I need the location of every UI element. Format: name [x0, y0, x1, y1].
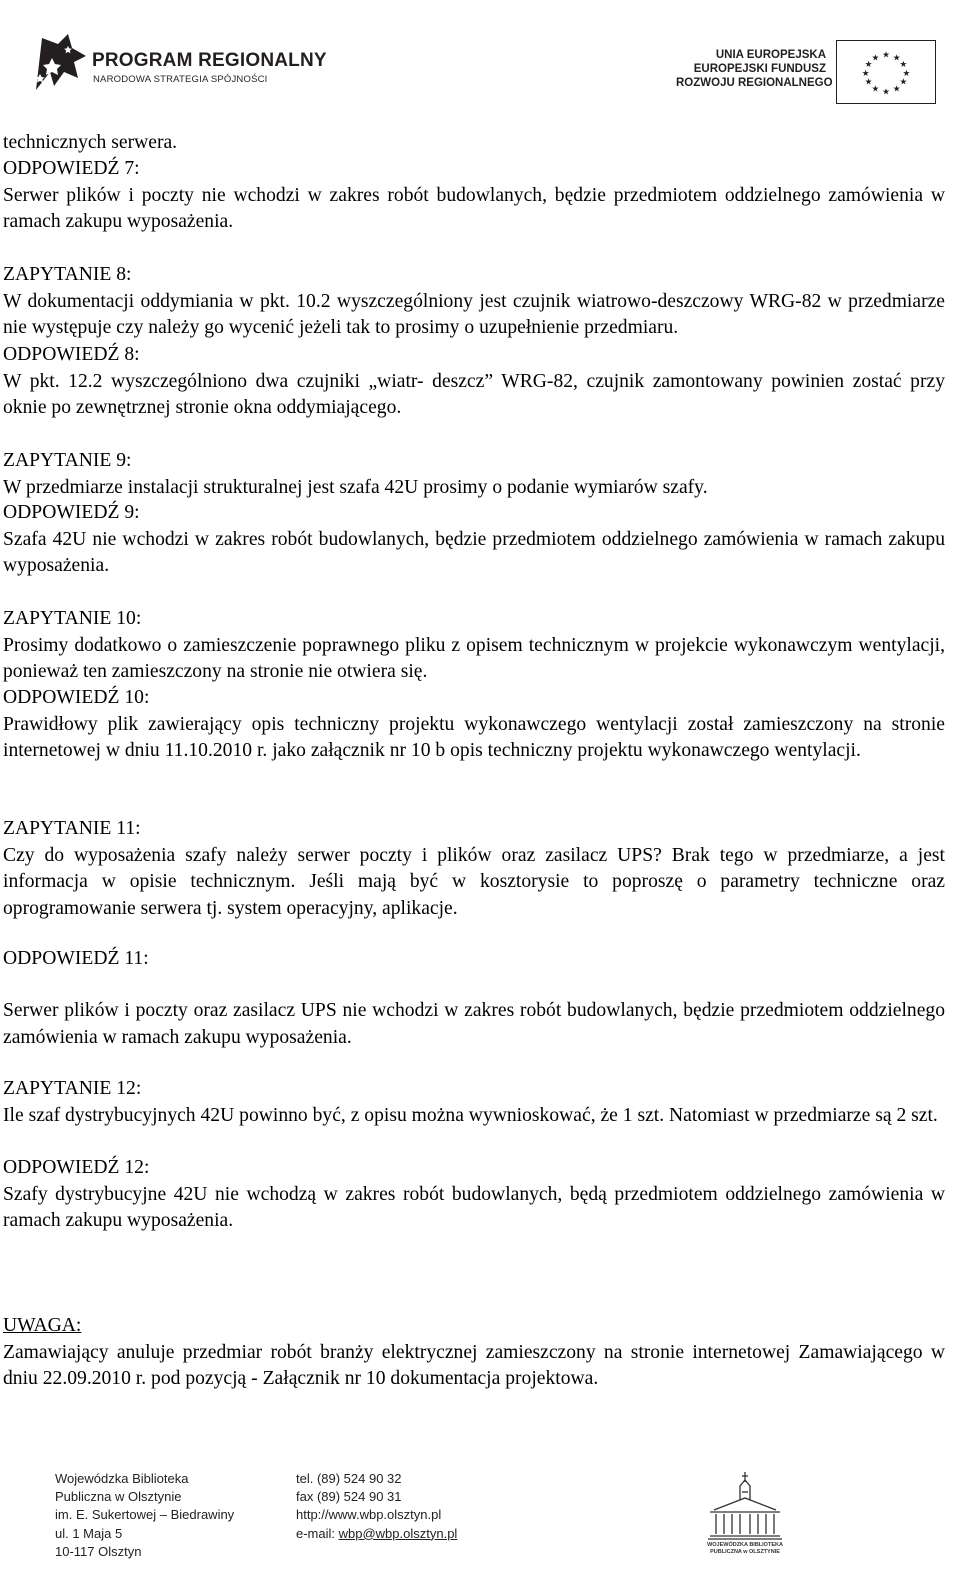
- question-11-heading: ZAPYTANIE 11:: [3, 818, 141, 839]
- question-10-heading: ZAPYTANIE 10:: [3, 608, 142, 629]
- library-contact: [296, 1470, 457, 1543]
- svg-text:★: ★: [871, 84, 880, 95]
- svg-text:★: ★: [864, 77, 873, 88]
- page-header: [0, 0, 960, 130]
- svg-text:★: ★: [892, 53, 901, 64]
- question-11: [3, 816, 945, 922]
- contact-email: [296, 1525, 457, 1543]
- question-8-text: W dokumentacji oddymiania w pkt. 10.2 wyszczególniony jest czujnik wiatrowo-deszczowy WRG-82 w przedmiarze nie występuje czy należy go wycenić jeżeli tak to prosimy o uzupełnienie przedmiaru.: [3, 290, 945, 339]
- answer-7: [3, 156, 945, 236]
- answer-9-heading: ODPOWIEDŹ 9:: [3, 502, 140, 523]
- question-8-heading: ZAPYTANIE 8:: [3, 264, 132, 285]
- program-regionalny-title: PROGRAM REGIONALNY: [92, 50, 327, 71]
- eu-fund-logo: [666, 22, 956, 122]
- question-12-text: Ile szaf dystrybucyjnych 42U powinno być, z opisu można wywnioskować, że 1 szt. Natomiast w przedmiarze są 2 szt.: [3, 1104, 938, 1126]
- address-line-1: Wojewódzka Biblioteka: [55, 1471, 189, 1486]
- address-line-3: im. E. Sukertowej – Biedrawiny: [55, 1507, 235, 1523]
- eu-text-line-1: UNIA EUROPEJSKA: [715, 49, 826, 61]
- answer-11-text: Serwer plików i poczty oraz zasilacz UPS nie wchodzi w zakres robót budowlanych, będzie przedmiotem oddzielnego zamówienia w ramach zakupu wyposażenia.: [3, 1000, 945, 1048]
- page-footer: [0, 1470, 960, 1593]
- svg-text:★: ★: [871, 53, 880, 64]
- answer-12: [3, 1155, 945, 1235]
- question-11-text: Czy do wyposażenia szafy należy serwer poczty i plików oraz zasilacz UPS? Brak tego w przedmiarze, a jest informacja w opisie technicznym. Jeśli mają być w kosztorysie to poproszę o parametry techniczne oraz oprogramowanie serwera tj. system operacyjny, aplikacje.: [3, 844, 945, 919]
- contact-website-link[interactable]: http://www.wbp.olsztyn.pl: [296, 1507, 442, 1523]
- answer-9-text: Szafa 42U nie wchodzi w zakres robót budowlanych, będzie przedmiotem oddzielnego zamówienia w ramach zakupu wyposażenia.: [3, 528, 945, 577]
- eu-text-line-3: ROZWOJU REGIONALNEGO: [676, 77, 833, 89]
- svg-text:★: ★: [902, 68, 911, 79]
- library-address: [55, 1470, 234, 1561]
- answer-10-text: Prawidłowy plik zawierający opis techniczny projektu wykonawczego wentylacji został zamieszczony na stronie internetowej w dniu 11.10.2010 r. jako załącznik nr 10 b opis techniczny projektu wykonawczego wentylacji.: [3, 713, 945, 762]
- answer-12-heading: ODPOWIEDŹ 12:: [3, 1157, 150, 1178]
- eu-flag-icon: [836, 40, 936, 104]
- library-logo: [700, 1470, 790, 1582]
- answer-8: [3, 342, 945, 422]
- address-line-2: Publiczna w Olsztynie: [55, 1489, 182, 1505]
- eu-text-line-2: EUROPEJSKI FUNDUSZ: [693, 63, 826, 75]
- note-heading: UWAGA:: [3, 1315, 82, 1336]
- question-10-text: Prosimy dodatkowo o zamieszczenie poprawnego pliku z opisem technicznym w projekcie wykonawczym wentylacji, ponieważ ten zamieszczony na stronie nie otwiera się.: [3, 634, 945, 683]
- svg-text:★: ★: [882, 50, 890, 61]
- svg-text:★: ★: [864, 60, 873, 71]
- library-building-icon: [700, 1470, 790, 1542]
- answer-7-heading: ODPOWIEDŹ 7:: [3, 158, 140, 179]
- intro-line: technicznych serwera.: [3, 132, 178, 153]
- svg-text:★: ★: [882, 87, 890, 98]
- question-12-heading: ZAPYTANIE 12:: [3, 1078, 142, 1099]
- answer-10-heading: ODPOWIEDŹ 10:: [3, 687, 150, 708]
- eu-fund-text: [676, 48, 833, 90]
- question-9: [3, 448, 945, 501]
- question-9-heading: ZAPYTANIE 9:: [3, 450, 132, 471]
- contact-tel: tel. (89) 524 90 32: [296, 1471, 402, 1486]
- answer-7-text: Serwer plików i poczty nie wchodzi w zakres robót budowlanych, będzie przedmiotem oddzielnego zamówienia w ramach zakupu wyposażenia.: [3, 184, 945, 233]
- program-regionalny-emblem-icon: [28, 28, 92, 98]
- email-label: e-mail:: [296, 1525, 339, 1541]
- question-9-text: W przedmiarze instalacji strukturalnej jest szafa 42U prosimy o podanie wymiarów szafy.: [3, 476, 708, 498]
- contact-fax: fax (89) 524 90 31: [296, 1489, 402, 1505]
- answer-8-text: W pkt. 12.2 wyszczególniono dwa czujniki „wiatr- deszcz” WRG-82, czujnik zamontowany powinien zostać przy oknie po zewnętrznej stronie okna oddymiającego.: [3, 370, 945, 419]
- answer-9: [3, 500, 945, 580]
- note-block: [3, 1313, 945, 1393]
- answer-11-heading: ODPOWIEDŹ 11:: [3, 948, 149, 969]
- email-link[interactable]: wbp@wbp.olsztyn.pl: [338, 1525, 458, 1541]
- svg-text:★: ★: [861, 68, 870, 79]
- svg-text:★: ★: [892, 84, 901, 95]
- question-12: [3, 1076, 945, 1129]
- question-8: [3, 262, 945, 342]
- question-10: [3, 606, 945, 686]
- program-regionalny-logo: [28, 28, 328, 98]
- answer-11: [3, 946, 945, 973]
- library-logo-line-2: PUBLICZNA w OLSZTYNIE: [710, 1549, 780, 1555]
- address-line-4: ul. 1 Maja 5: [55, 1525, 123, 1541]
- address-line-5: 10-117 Olsztyn: [55, 1543, 142, 1559]
- svg-text:★: ★: [899, 77, 908, 88]
- program-regionalny-subtitle: NARODOWA STRATEGIA SPÓJNOŚCI: [93, 74, 268, 85]
- svg-text:★: ★: [899, 60, 908, 71]
- answer-10: [3, 685, 945, 765]
- library-logo-line-1: WOJEWÓDZKA BIBLIOTEKA: [707, 1542, 783, 1548]
- answer-8-heading: ODPOWIEDŹ 8:: [3, 344, 140, 365]
- answer-12-text: Szafy dystrybucyjne 42U nie wchodzą w zakres robót budowlanych, będą przedmiotem oddzielnego zamówienia w ramach zakupu wyposażenia.: [3, 1183, 945, 1232]
- library-logo-text: [700, 1542, 790, 1556]
- note-text: Zamawiający anuluje przedmiar robót branży elektrycznej zamieszczony na stronie internetowej Zamawiającego w dniu 22.09.2010 r. pod pozycją - Załącznik nr 10 dokumentacja projektowa.: [3, 1341, 945, 1390]
